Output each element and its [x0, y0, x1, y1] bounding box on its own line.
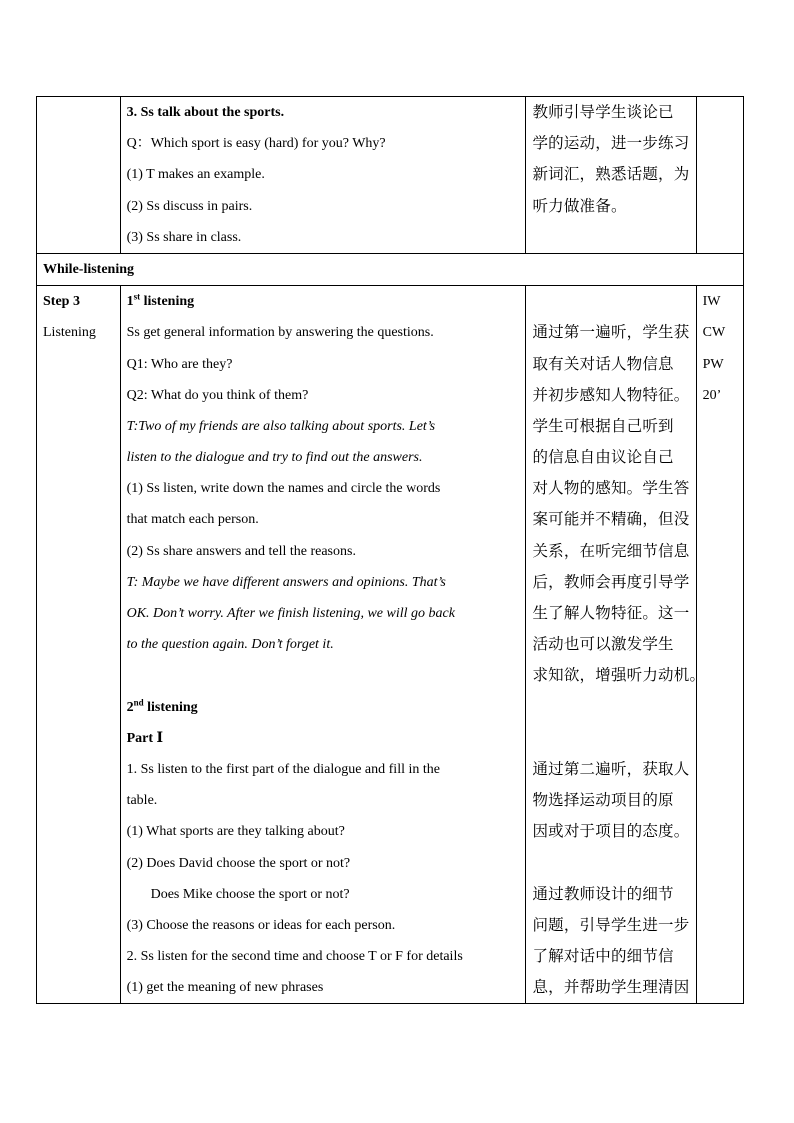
teacher-talk-line: OK. Don’t worry. After we finish listening, we will go back	[126, 606, 455, 621]
section-title: While-listening	[43, 261, 135, 277]
purpose-line: 通过第一遍听，学生获	[532, 323, 690, 342]
spacer	[532, 692, 689, 723]
activity-line: (2) Does David choose the sport or not?	[126, 855, 351, 871]
purpose-line: 学生可根据自己听到	[532, 416, 674, 435]
spacer	[532, 723, 689, 754]
purpose-line: 后，教师会再度引导学	[532, 572, 690, 591]
activity-title: 3. Ss talk about the sports.	[126, 105, 285, 120]
section-cell	[37, 253, 744, 285]
lesson-plan-table	[36, 96, 744, 1004]
mode-label: CW	[702, 325, 726, 341]
activity-line: 1. Ss listen to the first part of the dialogue and fill in the	[126, 761, 440, 777]
purpose-line: 通过第二遍听，获取人	[532, 759, 690, 778]
purpose-line: 的信息自由议论自己	[532, 448, 674, 467]
purpose-line: 因或对于项目的态度。	[532, 822, 690, 841]
title-suffix: nd	[133, 696, 144, 707]
first-listening-title	[127, 286, 520, 317]
activity-line: that match each person.	[126, 512, 259, 528]
activity-line: Q2: What do you think of them?	[126, 387, 309, 403]
purpose-line: 关系，在听完细节信息	[532, 541, 690, 560]
purpose-line: 了解对话中的细节信	[532, 947, 674, 966]
title-text: listening	[140, 294, 195, 310]
activity-line: (1) T makes an example.	[126, 167, 265, 183]
activity-cell	[120, 97, 526, 254]
activity-line: (3) Choose the reasons or ideas for each person.	[126, 917, 396, 933]
second-listening-title	[127, 692, 520, 723]
spacer	[532, 286, 689, 317]
purpose-line: 问题，引导学生进一步	[532, 915, 690, 934]
activity-line: Does Mike choose the sport or not?	[150, 886, 350, 902]
purpose-line: 活动也可以激发学生	[532, 635, 674, 654]
purpose-line: 案可能并不精确，但没	[532, 510, 690, 529]
mode-label: IW	[702, 294, 721, 310]
step-name: Listening	[43, 325, 96, 341]
title-text: listening	[143, 699, 198, 715]
step-label: Step 3	[43, 294, 80, 310]
purpose-line: 教师引导学生谈论已	[532, 103, 674, 121]
title-number: 1	[126, 294, 134, 310]
activity-line: (1) Ss listen, write down the names and circle the words	[126, 481, 441, 497]
purpose-cell	[526, 286, 706, 1004]
mode-cell	[696, 286, 743, 1004]
purpose-line: 对人物的感知。学生答	[532, 479, 690, 498]
step-cell	[37, 286, 121, 1004]
activity-line: Ss get general information by answering the questions.	[126, 325, 434, 341]
activity-line: Q：Which sport is easy (hard) for you? Why?	[126, 136, 386, 152]
section-row	[37, 253, 744, 285]
activity-line: (3) Ss share in class.	[126, 229, 242, 245]
purpose-line: 听力做准备。	[532, 196, 627, 215]
part-title: Part Ⅰ	[126, 730, 164, 746]
activity-line: (2) Ss share answers and tell the reasons.	[126, 543, 356, 559]
teacher-talk-line: T:Two of my friends are also talking about sports. Let’s	[126, 418, 436, 434]
time-label: 20’	[702, 387, 722, 403]
teacher-talk-line: to the question again. Don’t forget it.	[126, 637, 334, 653]
table-row	[37, 286, 744, 1004]
teacher-talk-line: listen to the dialogue and try to find out the answers.	[126, 450, 423, 466]
mode-cell-empty	[696, 97, 743, 254]
purpose-line: 新词汇，熟悉话题，为	[532, 165, 690, 184]
activity-line: table.	[126, 793, 158, 809]
title-number: 2	[126, 699, 134, 715]
spacer	[532, 848, 689, 879]
activity-line: (1) get the meaning of new phrases	[126, 980, 324, 996]
purpose-line: 取有关对话人物信息	[532, 354, 674, 373]
purpose-line: 并初步感知人物特征。	[532, 385, 690, 404]
purpose-line: 学的运动，进一步练习	[532, 134, 690, 153]
table-row	[37, 97, 744, 254]
teacher-talk-line: T: Maybe we have different answers and opinions. That’s	[126, 574, 446, 590]
activity-line: (1) What sports are they talking about?	[126, 824, 345, 840]
purpose-line: 通过教师设计的细节	[532, 884, 674, 903]
purpose-line: 生了解人物特征。这一	[532, 604, 690, 622]
purpose-line: 求知欲，增强听力动机。	[532, 666, 706, 685]
title-suffix: st	[133, 291, 141, 302]
activity-cell	[120, 286, 526, 1004]
mode-label: PW	[702, 356, 724, 372]
purpose-cell	[526, 97, 696, 254]
step-cell-empty	[37, 97, 121, 254]
spacer	[127, 660, 520, 691]
activity-line: Q1: Who are they?	[126, 356, 233, 372]
purpose-line: 物选择运动项目的原	[532, 791, 674, 810]
purpose-line: 息，并帮助学生理清因	[532, 978, 690, 997]
activity-line: (2) Ss discuss in pairs.	[126, 198, 253, 214]
activity-line: 2. Ss listen for the second time and choose T or F for details	[126, 949, 463, 965]
